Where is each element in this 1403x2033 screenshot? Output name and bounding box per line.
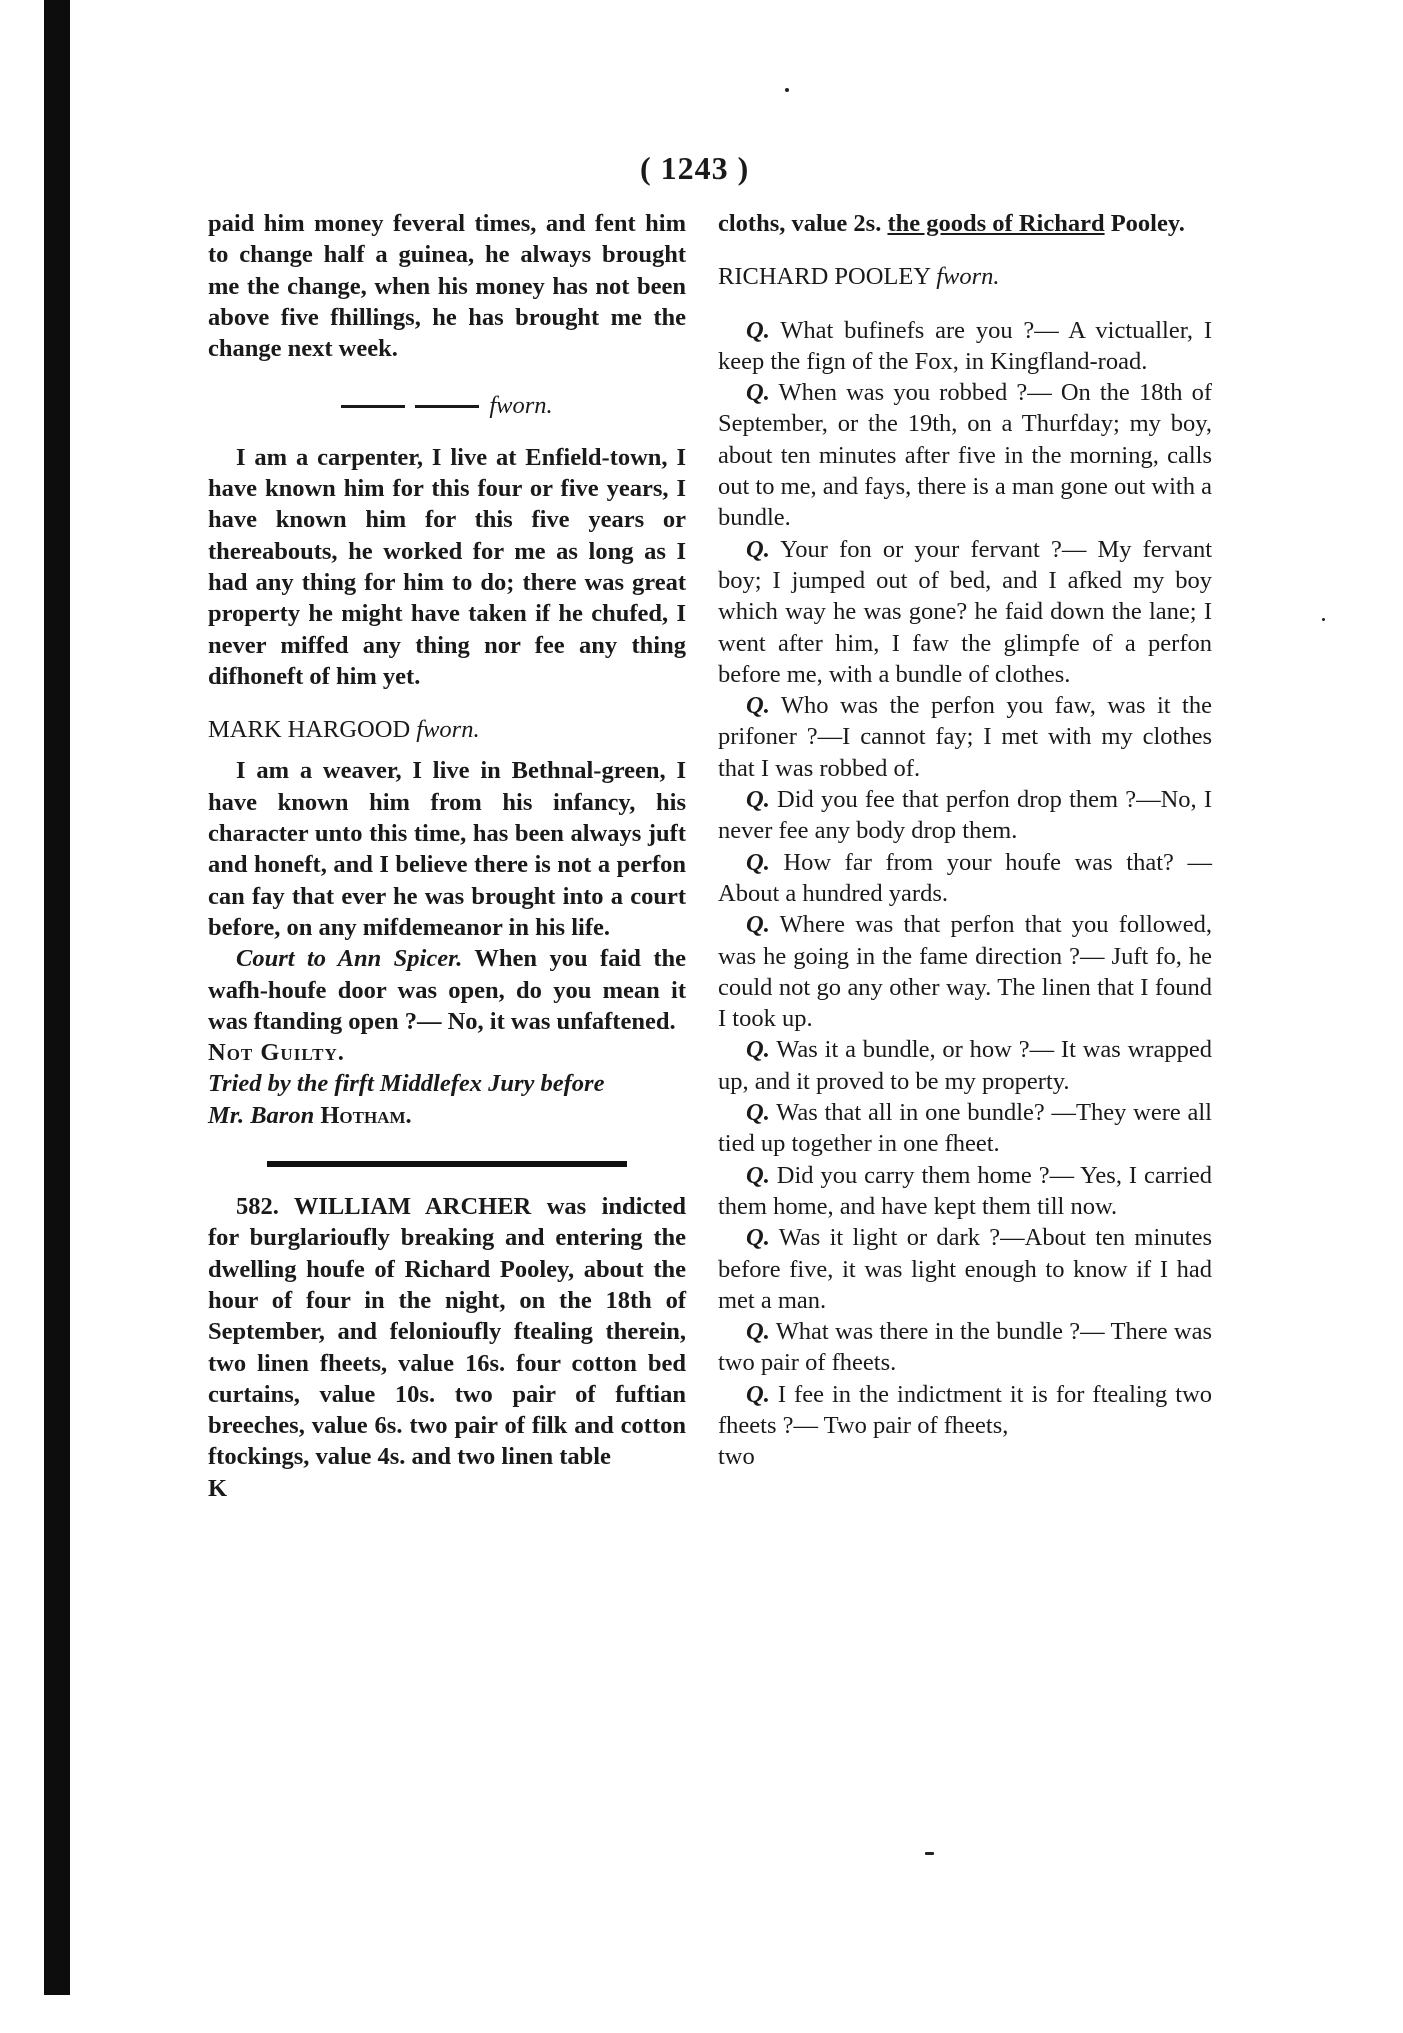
right-paragraph-1 (718, 208, 1212, 239)
tried-line-1: Tried by the firft Middlefex Jury before (208, 1070, 605, 1098)
witness-name: MARK HARGOOD (208, 716, 411, 744)
qa-text: When was you robbed ?— On the 18th of September, or the 19th, on a Thurfday; my boy, about ten minutes after five in the morning, calls out to me, and fays, there is a man gone out with a bundle. (718, 379, 1212, 532)
q-mark: Q. (746, 316, 770, 344)
qa-text: Did you carry them home ?— Yes, I carried them home, and have kept them till now. (718, 1161, 1212, 1220)
q-mark: Q. (746, 1380, 770, 1408)
q-mark: Q. (746, 1036, 770, 1064)
q-mark: Q. (746, 1224, 770, 1252)
binding-shadow (44, 0, 70, 1995)
page-number: ( 1243 ) (640, 150, 750, 186)
sworn-label: fworn. (416, 716, 480, 744)
qa-item (718, 784, 1212, 847)
q-mark: Q. (746, 1161, 770, 1189)
qa-text: Was it a bundle, or how ?— It was wrapped up, and it proved to be my property. (718, 1036, 1213, 1095)
heading-dash (341, 405, 405, 408)
qa-text: Did you fee that perfon drop them ?—No, I never fee any body drop them. (718, 786, 1213, 845)
carpenter-testimony: I am a carpenter, I live at Enfield-town, I have known him for this four or five years, I have known him for this five years or thereabouts, he worked for me as long as I had any thing for him to do; there was great property he might have taken if he chufed, I never miffed any thing nor fee any thing difhoneft of him yet. (208, 443, 686, 690)
case-number: 582. (236, 1193, 279, 1221)
sworn-label: fworn. (936, 263, 1000, 291)
goods-value: cloths, value 2s. (718, 210, 882, 237)
witness-name: RICHARD POOLEY (718, 263, 931, 291)
qa-text: I fee in the indictment it is for ftealing two fheets ?— Two pair of fheets, (718, 1380, 1213, 1439)
qa-text: What bufinefs are you ?— A victualler, I keep the fign of the Fox, in Kingfland-road. (718, 316, 1213, 375)
q-mark: Q. (746, 911, 770, 939)
court-question (208, 943, 686, 1037)
qa-item (718, 909, 1212, 1034)
heading-dash (415, 405, 479, 408)
witness-heading-pooley (718, 261, 1212, 292)
qa-item (718, 534, 1212, 690)
q-mark: Q. (746, 786, 770, 814)
weaver-testimony: I am a weaver, I live in Bethnal-green, I have known him from his infancy, his character unto this time, has been always juft and honeft, and I believe there is not a perfon can fay that ever he was brought into a court before, on any mifdemeanor in his life. (208, 757, 686, 941)
catchword-signature: K (208, 1474, 228, 1502)
sworn-label: fworn. (489, 392, 553, 420)
qa-item (718, 1379, 1212, 1442)
qa-text: Was that all in one bundle? —They were all tied up together in one fheet. (718, 1099, 1212, 1158)
q-mark: Q. (746, 1099, 770, 1127)
q-mark: Q. (746, 535, 770, 563)
paper-speck (925, 1852, 934, 1855)
q-mark: Q. (746, 692, 770, 720)
qa-item (718, 315, 1212, 378)
catchword-next-page: two (718, 1443, 755, 1471)
verdict: Not Guilty. (208, 1039, 345, 1067)
tried-line-2 (208, 1100, 686, 1131)
qa-item (718, 1097, 1212, 1160)
left-paragraph-1: paid him money feveral times, and fent him to change half a guinea, he always brought me the change, when his money has not been above five fhillings, he has brought me the change next week. (208, 210, 686, 363)
q-mark: Q. (746, 848, 770, 876)
paper-speck (785, 88, 789, 92)
witness-heading-hargood (208, 714, 686, 745)
qa-item (718, 690, 1212, 784)
qa-text: What was there in the bundle ?— There was two pair of fheets. (718, 1318, 1212, 1377)
qa-text: How far from your houfe was that? —About a hundred yards. (718, 848, 1213, 907)
paper-speck (1322, 618, 1325, 621)
sworn-heading (208, 390, 686, 421)
qa-item (718, 1160, 1212, 1223)
goods-owner: the goods of Richard (887, 210, 1105, 237)
right-column (718, 208, 1212, 1473)
qa-item (718, 1316, 1212, 1379)
court-question-text: When you faid the wafh-houfe door was open, do you mean it was ftanding open ?— No, it was unfaftened. (208, 945, 686, 1035)
section-rule (267, 1161, 627, 1167)
qa-text: Your fon or your fervant ?— My fervant boy; I jumped out of bed, and I afked my boy which way he was gone? he faid down the lane; I went after him, I faw the glimpfe of a perfon before me, with a bundle of clothes. (718, 535, 1213, 688)
qa-text: Was it light or dark ?—About ten minutes before five, it was light enough to know if I had met a man. (718, 1224, 1213, 1314)
q-mark: Q. (746, 379, 770, 407)
indictment-text: was indicted for burglarioufly breaking and entering the dwelling houfe of Richard Pooley, about the hour of four in the night, on the 18th of September, and felonioufly ftealing therein, two linen fheets, value 16s. four cotton bed curtains, value 10s. two pair of fuftian breeches, value 6s. two pair of filk and cotton ftockings, value 4s. and two linen table (208, 1193, 687, 1471)
left-column (208, 208, 686, 1504)
court-question-lead: Court to Ann Spicer. (236, 945, 463, 973)
question-answer-list (718, 315, 1212, 1442)
defendant-name: WILLIAM ARCHER (293, 1193, 532, 1221)
qa-text: Where was that perfon that you followed, was he going in the fame direction ?— Juft fo, he could not go any other way. The linen that I found I took up. (718, 911, 1212, 1033)
goods-owner-surname: Pooley. (1110, 210, 1185, 237)
qa-item (718, 377, 1212, 533)
indictment-paragraph (208, 1191, 686, 1473)
tried-judge-name: Hotham. (320, 1101, 412, 1129)
qa-item (718, 1034, 1212, 1097)
tried-judge-title: Mr. Baron (208, 1101, 315, 1129)
qa-item (718, 847, 1212, 910)
qa-text: Who was the perfon you faw, was it the prifoner ?—I cannot fay; I met with my clothes that I was robbed of. (718, 692, 1212, 782)
qa-item (718, 1222, 1212, 1316)
q-mark: Q. (746, 1318, 770, 1346)
